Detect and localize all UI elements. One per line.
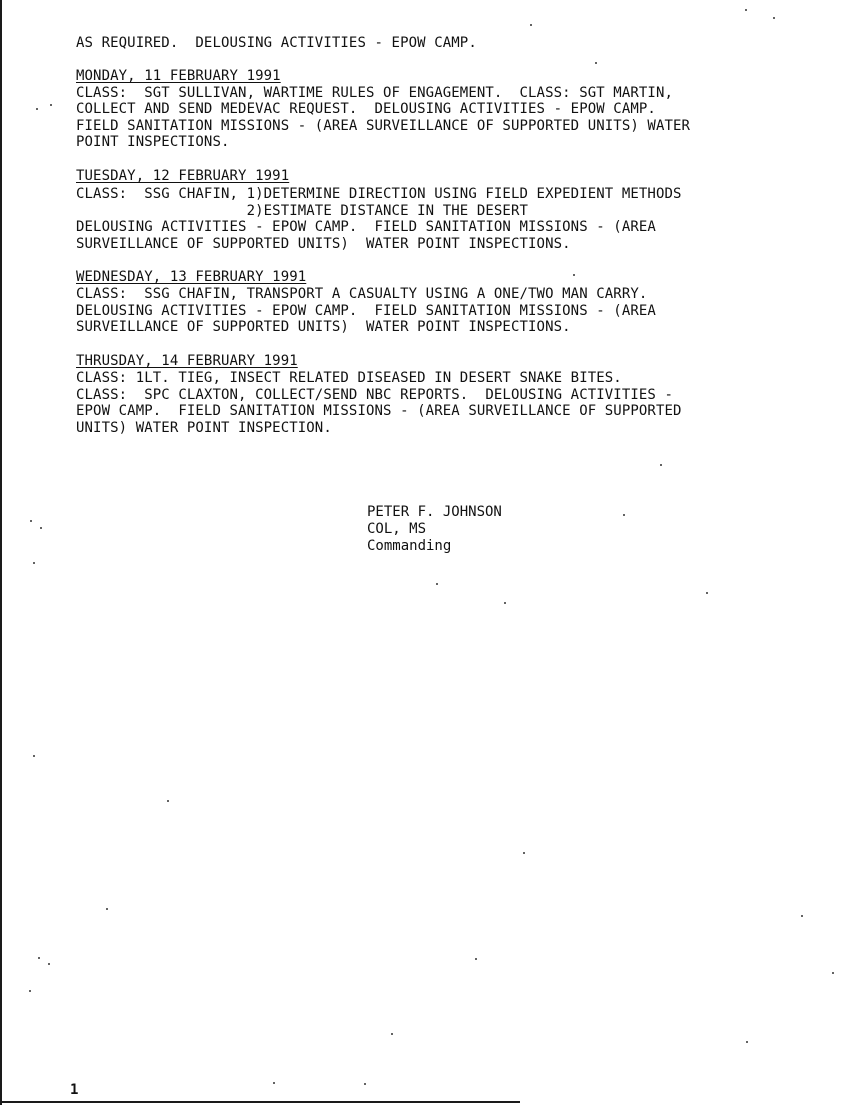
section-line: CLASS: SSG CHAFIN, 1)DETERMINE DIRECTION USING FIELD EXPEDIENT METHODS [76,186,682,202]
scan-speck [364,1083,366,1085]
section-heading-tuesday: TUESDAY, 12 FEBRUARY 1991 [76,168,290,184]
scan-speck [573,274,575,276]
scan-speck [33,562,35,564]
page-number: 1 [70,1082,79,1098]
section-line: POINT INSPECTIONS. [76,134,230,150]
scan-speck [530,24,532,26]
section-heading-wednesday: WEDNESDAY, 13 FEBRUARY 1991 [76,269,307,285]
scan-speck [30,520,32,522]
scan-speck [436,583,438,585]
section-line: 2)ESTIMATE DISTANCE IN THE DESERT [76,202,529,219]
signature-title: Commanding [367,538,452,554]
section-line: COLLECT AND SEND MEDEVAC REQUEST. DELOUSING ACTIVITIES - EPOW CAMP. [76,101,656,117]
scan-speck [167,800,169,802]
scan-speck [660,464,662,466]
page-left-edge [0,0,2,1105]
section-line: CLASS: 1LT. TIEG, INSECT RELATED DISEASED IN DESERT SNAKE BITES. [76,370,622,386]
scan-speck [595,62,597,64]
section-line: CLASS: SGT SULLIVAN, WARTIME RULES OF ENGAGEMENT. CLASS: SGT MARTIN, [76,84,674,101]
section-line: EPOW CAMP. FIELD SANITATION MISSIONS - (AREA SURVEILLANCE OF SUPPORTED [76,403,682,419]
scan-speck [391,1033,393,1035]
scan-speck [623,514,625,516]
scan-speck [706,592,708,594]
page-bottom-edge [0,1101,520,1103]
scan-speck [504,602,506,604]
signature-name: PETER F. JOHNSON [367,504,502,520]
scan-speck [746,1041,748,1043]
scan-speck [475,958,477,960]
section-line: CLASS: SSG CHAFIN, TRANSPORT A CASUALTY USING A ONE/TWO MAN CARRY. [76,286,648,302]
section-line: CLASS: SPC CLAXTON, COLLECT/SEND NBC REPORTS. DELOUSING ACTIVITIES - [76,386,674,403]
section-heading-monday: MONDAY, 11 FEBRUARY 1991 [76,68,281,84]
scan-speck [745,9,747,11]
section-heading-thursday: THRUSDAY, 14 FEBRUARY 1991 [76,353,298,369]
scan-speck [50,104,52,106]
scan-speck [273,1082,275,1084]
section-line: UNITS) WATER POINT INSPECTION. [76,419,332,436]
intro-line: AS REQUIRED. DELOUSING ACTIVITIES - EPOW CAMP. [76,35,477,51]
scan-speck [773,17,775,19]
scan-speck [832,972,834,974]
section-line: SURVEILLANCE OF SUPPORTED UNITS) WATER POINT INSPECTIONS. [76,319,571,335]
section-line: DELOUSING ACTIVITIES - EPOW CAMP. FIELD SANITATION MISSIONS - (AREA [76,302,656,319]
section-line: SURVEILLANCE OF SUPPORTED UNITS) WATER POINT INSPECTIONS. [76,235,571,252]
section-line: DELOUSING ACTIVITIES - EPOW CAMP. FIELD SANITATION MISSIONS - (AREA [76,219,656,235]
scan-speck [38,957,40,959]
scan-speck [36,108,38,110]
signature-rank: COL, MS [367,521,427,537]
scan-speck [801,915,803,917]
scan-speck [40,527,42,529]
scan-speck [33,755,35,757]
scan-speck [48,963,50,965]
scan-speck [29,990,31,992]
scan-speck [523,852,525,854]
scan-speck [106,908,108,910]
section-line: FIELD SANITATION MISSIONS - (AREA SURVEILLANCE OF SUPPORTED UNITS) WATER [76,117,691,134]
